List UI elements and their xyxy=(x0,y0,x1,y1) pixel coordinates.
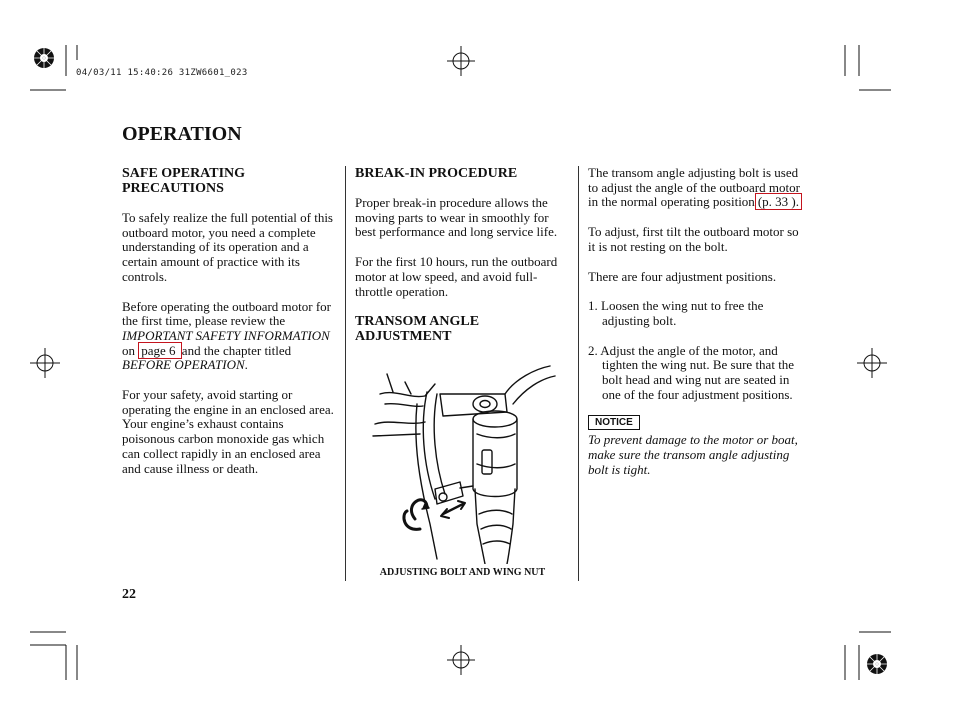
figure-caption: ADJUSTING BOLT AND WING NUT xyxy=(379,567,546,578)
paragraph: For your safety, avoid starting or operating the engine in an enclosed area. Your engine’s exhaust contains poisonous carbon monoxide gas which can collect rapidly in an enclosed area and cause illness or death. xyxy=(122,387,334,476)
notice-text xyxy=(588,433,803,477)
page-number: 22 xyxy=(122,587,136,602)
print-stamp: 04/03/11 15:40:26 31ZW6601_023 xyxy=(76,68,248,78)
page-33-link[interactable]: (p. 33 ). xyxy=(755,193,802,210)
adjusting-bolt-illustration xyxy=(365,364,563,564)
text: Before operating the outboard motor for the first time, please review the xyxy=(122,298,332,329)
column-transom-adjustment xyxy=(588,166,803,478)
step-item: 1. Loosen the wing nut to free the adjusting bolt. xyxy=(588,298,764,328)
column-safe-operating xyxy=(122,166,334,476)
page-6-link[interactable]: page 6 xyxy=(138,342,182,359)
section-heading-break-in: BREAK-IN PROCEDURE xyxy=(355,166,518,181)
step-item: 2. Adjust the angle of the motor, and tighten the wing nut. Be sure that the bolt head and wing nut are seated in one of the four adjustment positions. xyxy=(588,342,795,402)
column-divider xyxy=(345,166,346,581)
italic-text: BEFORE OPERATION xyxy=(122,357,245,373)
text: and the chapter titled xyxy=(181,342,292,358)
paragraph: For the first 10 hours, run the outboard motor at low speed, and avoid full-throttle operation. xyxy=(355,254,558,299)
column-divider xyxy=(578,166,579,581)
paragraph xyxy=(588,166,803,210)
text: . xyxy=(244,357,248,373)
paragraph: There are four adjustment positions. xyxy=(588,268,777,284)
section-heading-transom-angle: TRANSOM ANGLE ADJUSTMENT xyxy=(355,314,480,345)
paragraph xyxy=(122,300,334,374)
italic-text: To prevent damage to the motor or boat, make sure the transom angle adjusting bolt is tight. xyxy=(588,432,798,477)
italic-text: IMPORTANT SAFETY INFORMATION xyxy=(122,327,330,343)
page-title: OPERATION xyxy=(122,123,242,145)
column-break-in xyxy=(355,166,570,344)
paragraph: To safely realize the full potential of this outboard motor, you need a complete understanding of its operation and a certain amount of practice with its controls. xyxy=(122,210,333,284)
paragraph: Proper break-in procedure allows the moving parts to wear in smoothly for best performance and long service life. xyxy=(355,195,558,240)
text: on xyxy=(122,342,139,358)
text: The transom angle adjusting bolt is used to adjust the angle of the outboard motor in the normal operating position xyxy=(588,165,800,210)
section-heading-safe-operating: SAFE OPERATING PRECAUTIONS xyxy=(122,166,246,196)
paragraph: To adjust, first tilt the outboard motor so it is not resting on the bolt. xyxy=(588,224,799,254)
notice-badge: NOTICE xyxy=(588,415,640,430)
